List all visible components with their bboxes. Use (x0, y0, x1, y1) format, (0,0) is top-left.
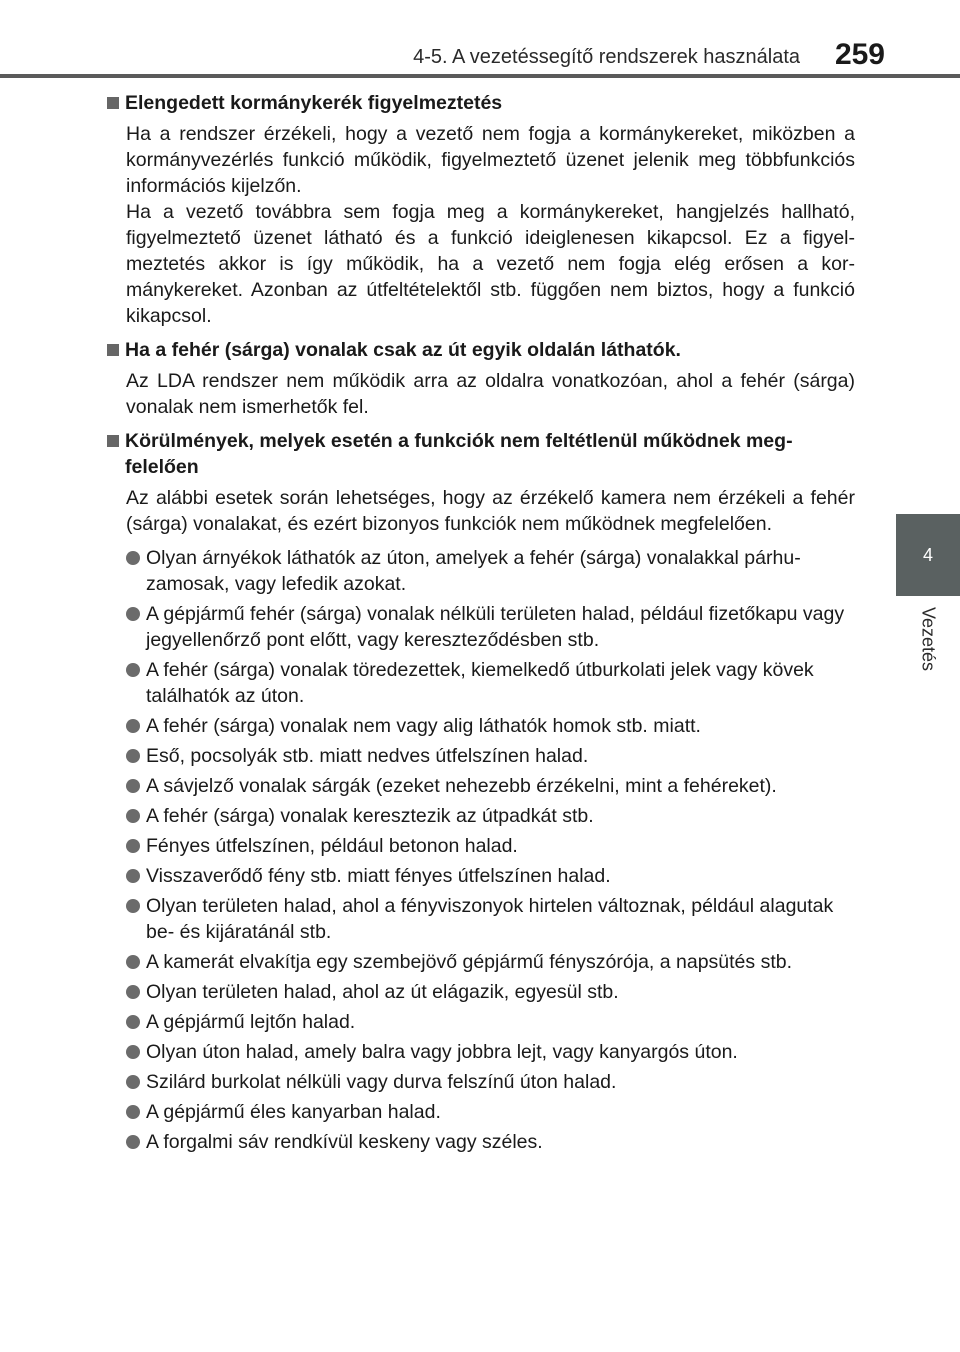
paragraph: Az alábbi esetek során lehetséges, hogy az érzékelő kamera nem érzékeli a fehér (sárga) vonalakat, és ezért bizonyos funkciók nem működnek megfelelően. (126, 487, 855, 535)
list-item (126, 601, 855, 653)
list-item (126, 803, 855, 829)
list-item (126, 1099, 855, 1125)
round-bullet-icon (126, 779, 140, 793)
section-heading-text: Elengedett kormánykerék figyelmeztetés (125, 92, 503, 114)
list-item-text: Eső, pocsolyák stb. miatt nedves útfelszínen halad. (146, 745, 589, 767)
chapter-title: 4-5. A vezetéssegítő rendszerek használata (413, 46, 800, 68)
section-one-side-lines (107, 337, 855, 420)
chapter-tab-label: Vezetés (918, 606, 939, 672)
header-rule (0, 74, 960, 78)
round-bullet-icon (126, 839, 140, 853)
round-bullet-icon (126, 1045, 140, 1059)
list-item-text: Visszaverődő fény stb. miatt fényes útfelszínen halad. (146, 865, 611, 887)
list-item (126, 657, 855, 709)
section-heading-text: Ha a fehér (sárga) vonalak csak az út egyik oldalán láthatók. (125, 339, 681, 361)
round-bullet-icon (126, 607, 140, 621)
page-number: 259 (834, 38, 885, 71)
list-item (126, 979, 855, 1005)
round-bullet-icon (126, 1015, 140, 1029)
section-hands-off-warning (107, 90, 855, 329)
section-heading (107, 90, 855, 116)
list-item (126, 545, 855, 597)
round-bullet-icon (126, 551, 140, 565)
round-bullet-icon (126, 985, 140, 999)
list-item-text: A sávjelző vonalak sárgák (ezeket nehezebb érzékelni, mint a fehéreket). (146, 775, 777, 797)
list-item-text: Olyan területen halad, ahol az út elágazik, egyesül stb. (146, 981, 619, 1003)
list-item-text: A kamerát elvakítja egy szembejövő gépjármű fényszórója, a napsütés stb. (146, 951, 793, 973)
paragraph: Ha a vezető továbbra sem fogja meg a kormánykereket, hangjelzés hallható, figyelmeztető üzenet látható és a funkció ideiglenesen kikapcsol. Ez a figyelmeztetés akkor is így működik, ha a vezető nem fogja elég erősen a kormánykereket. Azonban az útfeltételektől stb. függően nem biztos, hogy a funkció kikapcsol. (126, 201, 855, 327)
round-bullet-icon (126, 869, 140, 883)
list-item (126, 1129, 855, 1155)
list-item-text: Olyan árnyékok láthatók az úton, amelyek a fehér (sárga) vonalakkal párhuzamosak, vagy lefedik azokat. (146, 547, 801, 595)
list-item-text: A gépjármű fehér (sárga) vonalak nélküli területen halad, például fizetőkapu vagy jegyellenőrző pont előtt, vagy kereszteződésben stb. (146, 603, 845, 651)
list-item (126, 893, 855, 945)
section-heading (107, 337, 855, 363)
list-item-text: A fehér (sárga) vonalak keresztezik az útpadkát stb. (146, 805, 594, 827)
list-item (126, 833, 855, 859)
round-bullet-icon (126, 749, 140, 763)
list-item-text: Szilárd burkolat nélküli vagy durva felszínű úton halad. (146, 1071, 617, 1093)
list-item (126, 1069, 855, 1095)
list-item-text: A gépjármű lejtőn halad. (146, 1011, 356, 1033)
page-content (107, 90, 855, 1163)
list-item (126, 713, 855, 739)
round-bullet-icon (126, 1075, 140, 1089)
list-item (126, 863, 855, 889)
list-item-text: Olyan úton halad, amely balra vagy jobbra lejt, vagy kanyargós úton. (146, 1041, 738, 1063)
page-header (0, 0, 960, 80)
square-bullet-icon (107, 97, 119, 109)
list-item-text: A gépjármű éles kanyarban halad. (146, 1101, 441, 1123)
list-item-text: Olyan területen halad, ahol a fényviszonyok hirtelen változnak, például alagutak be- és kijáratánál stb. (146, 895, 834, 943)
paragraph: Az LDA rendszer nem működik arra az oldalra vonatkozóan, ahol a fehér (sárga) vonalak nem ismerhetők fel. (126, 370, 855, 418)
section-heading-text: Körülmények, melyek esetén a funkciók nem feltétlenül működnek megfelelően (125, 430, 793, 478)
list-item (126, 1009, 855, 1035)
chapter-tab (896, 514, 960, 596)
list-item (126, 1039, 855, 1065)
round-bullet-icon (126, 1135, 140, 1149)
round-bullet-icon (126, 955, 140, 969)
section-conditions (107, 428, 855, 1155)
round-bullet-icon (126, 809, 140, 823)
round-bullet-icon (126, 899, 140, 913)
list-item (126, 773, 855, 799)
square-bullet-icon (107, 344, 119, 356)
list-item-text: A fehér (sárga) vonalak nem vagy alig láthatók homok stb. miatt. (146, 715, 701, 737)
paragraph: Ha a rendszer érzékeli, hogy a vezető nem fogja a kormánykereket, miközben a kormányvezérlés funkció működik, figyelmeztető üzenet jelenik meg többfunkciós információs kijelzőn. (126, 123, 855, 197)
chapter-tab-number: 4 (922, 545, 933, 565)
section-heading (107, 428, 855, 480)
list-item-text: A forgalmi sáv rendkívül keskeny vagy széles. (146, 1131, 543, 1153)
chapter-tab-label-area (896, 596, 960, 682)
condition-list (107, 545, 855, 1155)
round-bullet-icon (126, 719, 140, 733)
list-item (126, 743, 855, 769)
list-item-text: Fényes útfelszínen, például betonon halad. (146, 835, 518, 857)
round-bullet-icon (126, 663, 140, 677)
list-item (126, 949, 855, 975)
round-bullet-icon (126, 1105, 140, 1119)
square-bullet-icon (107, 435, 119, 447)
list-item-text: A fehér (sárga) vonalak töredezettek, kiemelkedő útburkolati jelek vagy kövek találhatók az úton. (146, 659, 814, 707)
